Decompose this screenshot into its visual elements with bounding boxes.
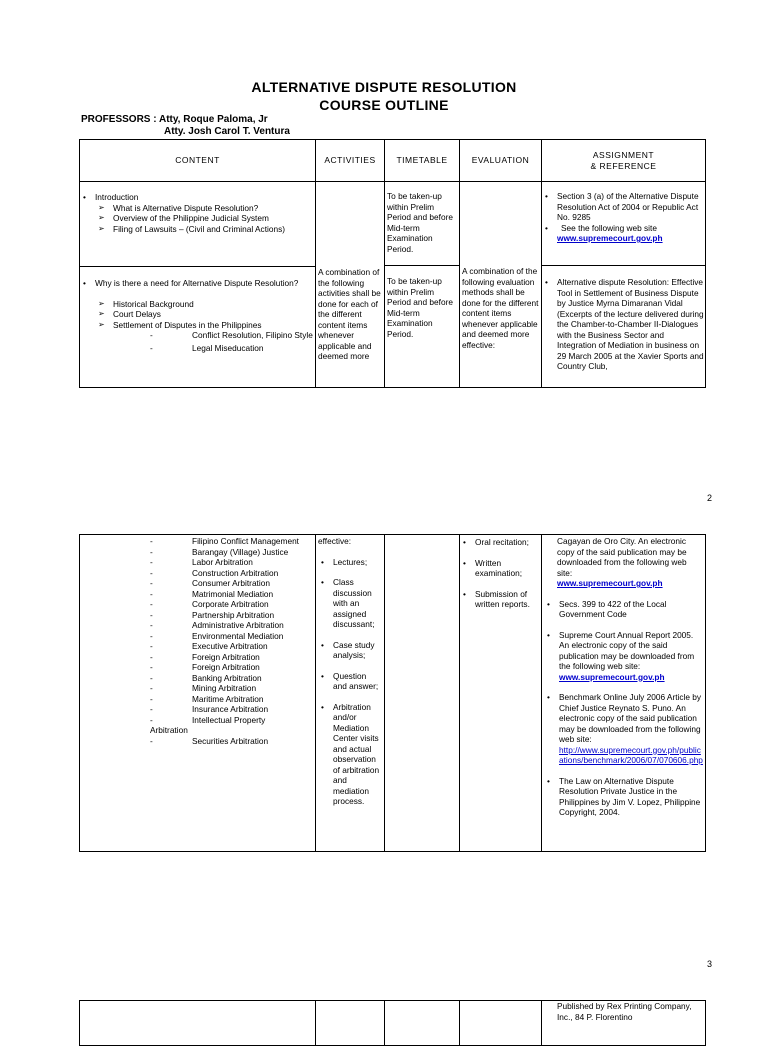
page-number: 2: [707, 493, 713, 503]
evaluation-cell: [460, 1001, 542, 1046]
table-header-row: [80, 140, 706, 182]
benchmark-link[interactable]: http://www.supremecourt.gov.ph/publications/benchmark/2006/07/070606.php: [559, 744, 703, 765]
header-timetable: TIMETABLE: [385, 140, 460, 182]
course-outline-table-continued: [79, 534, 706, 852]
assignment-cell: Cagayan de Oro City. An electronic copy of the said publication may be downloaded from the following web site: www.supremecourt.gov.ph • Secs. 399 to 422 of the Local Government Code • Supreme Court Annual Report 2005. An electronic copy of the said publication may be downloaded from the following web site: www.supremecourt.gov.ph • Benchmark Online July 2006 Article by Chief Justice Reynato S. Puno. An electronic copy of the said publication may be downloaded from the following web site: http://www.supremecourt.gov.ph/publications/benchmark/2006/07/070606.php • The Law on Alternative Dispute Resolution Private Justice in the Philippines by Jim V. Lopez, Philippine Copyright, 2004.: [542, 535, 706, 852]
document-subtitle: COURSE OUTLINE: [319, 97, 449, 113]
content-cell: - Filipino Conflict Management - Barangay (Village) Justice - Labor Arbitration - Construction Arbitration - Consumer Arbitration - Matrimonial Mediation - Corporate Arbitration - Partnership Arbitration - Administrative Arbitration - Environmental Mediation - Executive Arbitration - Foreign Arbitration - Foreign Arbitration - Banking Arbitration - Mining Arbitration - Maritime Arbitration - Insurance Arbitration - Intellectual Property Arbitration - Securities Arbitration: [80, 535, 316, 852]
timetable-cell: [385, 535, 460, 852]
table-row: [80, 182, 706, 388]
table-row: [80, 535, 706, 852]
content-cell: [80, 1001, 316, 1046]
professor-second: Atty. Josh Carol T. Ventura: [164, 126, 290, 137]
assignment-cell: Published by Rex Printing Company, Inc., 84 P. Florentino: [542, 1001, 706, 1046]
header-evaluation: EVALUATION: [460, 140, 542, 182]
activities-cell: effective: • Lectures; • Class discussion with an assigned discussant; • Case study analysis; • Question and answer; • Arbitration and/or Mediation Center visits and actual observation of arbitration and mediation process.: [316, 535, 385, 852]
supremecourt-link[interactable]: www.supremecourt.gov.ph: [557, 578, 663, 588]
course-outline-table: [79, 139, 706, 388]
timetable-cell: [385, 1001, 460, 1046]
evaluation-cell: • Oral recitation; • Written examination; • Submission of written reports.: [460, 535, 542, 852]
content-why: • Why is there a need for Alternative Dispute Resolution? ➢ Historical Background ➢ Court Delays ➢ Settlement of Disputes in the Philippines - Conflict Resolution, Filipino Style - Legal Miseducation: [80, 266, 315, 353]
course-outline-table-continued: [79, 1000, 706, 1046]
header-assignment: ASSIGNMENT & REFERENCE: [542, 140, 706, 182]
table-row: [80, 1001, 706, 1046]
activities-cell: [316, 1001, 385, 1046]
supremecourt-link[interactable]: www.supremecourt.gov.ph: [559, 671, 665, 682]
supremecourt-link[interactable]: www.supremecourt.gov.ph: [557, 233, 663, 243]
page-number: 3: [707, 959, 713, 969]
evaluation-cell: A combination of the following evaluation methods shall be done for the different content items whenever applicable and deemed more effective:: [460, 182, 542, 388]
header-activities: ACTIVITIES: [316, 140, 385, 182]
assignment-cell: • Section 3 (a) of the Alternative Dispute Resolution Act of 2004 or Republic Act No. 9285 • See the following web site www.supremecourt.gov.ph • Alternative dispute Resolution: Effective Tool in Settlement of Business Dispute by Justice Myrna Dimaranan Vidal (Excerpts of the lecture delivered during the Chamber-to-Chamber II-Dialogues with the Business Sector and Integration of Mediation in business on 29 March 2005 at the Xavier Sports and Country Club,: [542, 182, 706, 388]
timetable-cell: To be taken-up within Prelim Period and before Mid-term Examination Period. To be taken-up within Prelim Period and before Mid-term Examination Period.: [385, 182, 460, 388]
content-cell: [80, 182, 316, 388]
header-content: CONTENT: [80, 140, 316, 182]
document-title: ALTERNATIVE DISPUTE RESOLUTION: [251, 79, 517, 95]
content-intro: • Introduction ➢ What is Alternative Dispute Resolution? ➢ Overview of the Philippine Judicial System ➢ Filing of Lawsuits – (Civil and Criminal Actions): [80, 182, 315, 266]
professors-label: PROFESSORS : Atty, Roque Paloma, Jr: [81, 114, 268, 125]
activities-cell: A combination of the following activities shall be done for each of the different content items whenever applicable and deemed more: [316, 182, 385, 388]
